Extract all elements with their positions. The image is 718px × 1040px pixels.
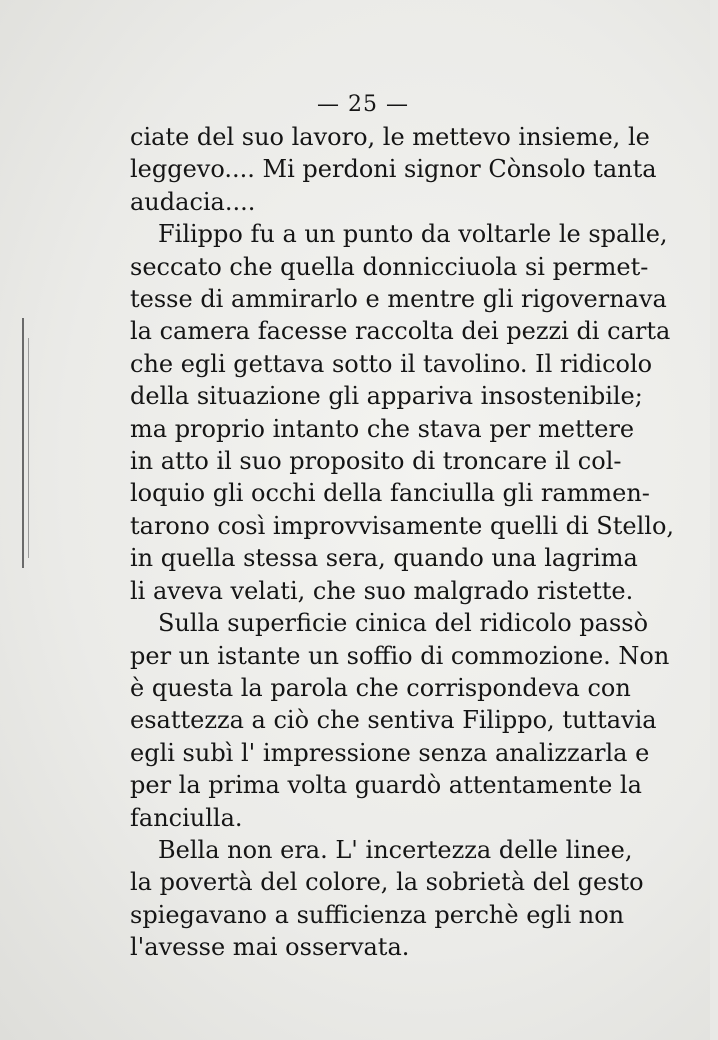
text-line: Sulla superficie cinica del ridicolo passò <box>158 609 649 638</box>
text-line: la povertà del colore, la sobrietà del gesto <box>130 868 644 897</box>
paragraph <box>130 218 675 607</box>
text-line: spiegavano a sufficienza perchè egli non <box>130 900 625 929</box>
text-line: fanciulla. <box>130 803 243 832</box>
text-line: li aveva velati, che suo malgrado ristette. <box>130 576 634 605</box>
text-line: Filippo fu a un punto da voltarle le spalle, <box>158 220 668 249</box>
text-line: tarono così improvvisamente quelli di Stello, <box>130 511 675 540</box>
text-line: della situazione gli appariva insostenibile; <box>130 382 643 411</box>
text-line: è questa la parola che corrispondeva con <box>130 673 631 702</box>
text-line: tesse di ammirarlo e mentre gli rigovernava <box>130 285 667 314</box>
text-line: per un istante un soffio di commozione. Non <box>130 641 670 670</box>
edge-line <box>28 338 29 558</box>
text-line: che egli gettava sotto il tavolino. Il ridicolo <box>130 349 653 378</box>
paragraph <box>130 607 670 834</box>
text-line: la camera facesse raccolta dei pezzi di carta <box>130 317 671 346</box>
page-number: — 25 — <box>317 92 409 117</box>
text-line: in quella stessa sera, quando una lagrima <box>130 544 638 573</box>
body-text <box>130 121 675 964</box>
text-line: Bella non era. L' incertezza delle linee, <box>158 835 633 864</box>
paragraph <box>130 121 657 218</box>
text-line: per la prima volta guardò attentamente la <box>130 771 642 800</box>
edge-line <box>22 318 24 568</box>
text-line: esattezza a ciò che sentiva Filippo, tuttavia <box>130 706 657 735</box>
text-line: ma proprio intanto che stava per mettere <box>130 414 635 443</box>
text-line: leggevo.... Mi perdoni signor Cònsolo tanta <box>130 155 657 184</box>
text-line: ciate del suo lavoro, le mettevo insieme, le <box>130 123 650 151</box>
paragraph <box>130 834 644 964</box>
text-line: egli subì l' impressione senza analizzarla e <box>130 738 650 767</box>
text-line: seccato che quella donnicciuola si permet- <box>130 252 649 281</box>
text-line: in atto il suo proposito di troncare il col- <box>130 447 622 476</box>
page-edge-marks <box>22 318 32 568</box>
text-line: audacia.... <box>130 187 256 216</box>
text-line: l'avesse mai osservata. <box>130 933 410 962</box>
text-line: loquio gli occhi della fanciulla gli rammen- <box>130 479 650 508</box>
